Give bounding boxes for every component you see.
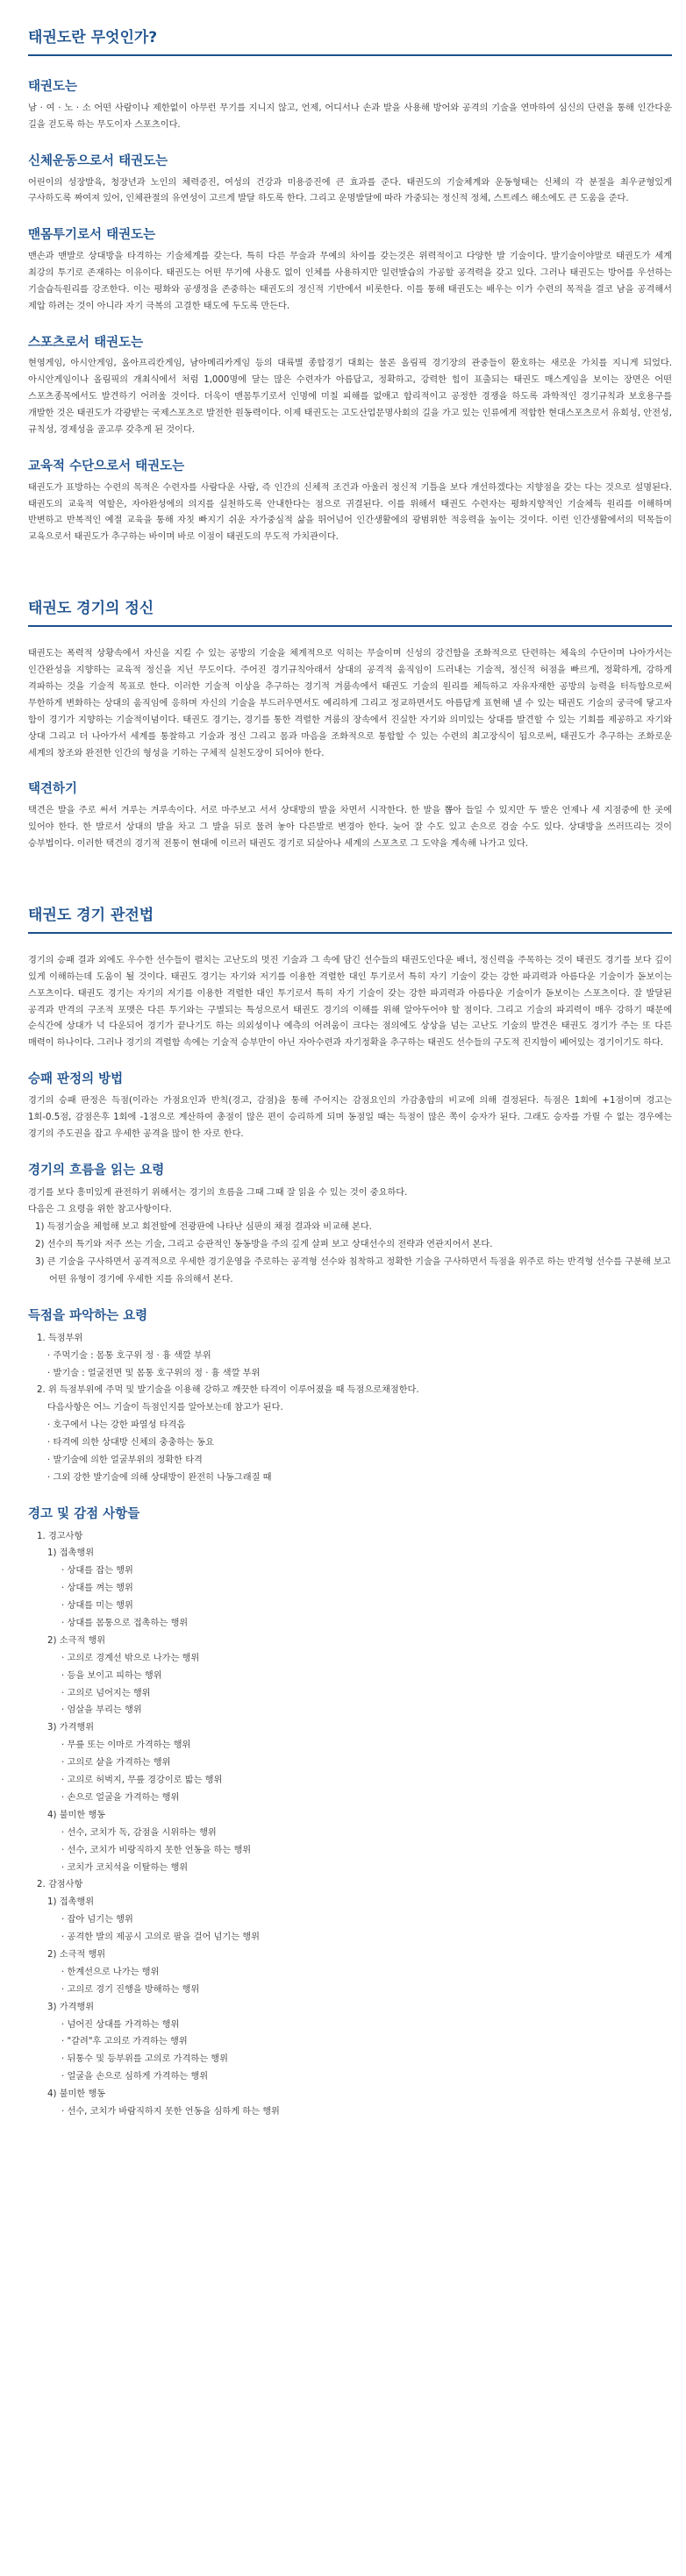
list-item: 2. 위 득점부위에 주먹 및 발기술을 이용해 강하고 깨끗한 타격이 이루어졌을 때 득점으로채점한다. [37,1385,419,1396]
list-item: · 고의로 샅을 가격하는 행위 [61,1758,171,1768]
list-item: · 잡아 넘기는 행위 [61,1915,133,1925]
subsection-title: 득점을 파악하는 요령 [28,1308,148,1323]
section-title: 태권도 경기 관전법 [28,906,672,934]
bullet-list [28,1330,672,1487]
list-item: 1. 경고사항 [37,1531,83,1541]
list-item: 2) 소극적 행위 [47,1949,106,1960]
list-item: · 넘어진 상대를 가격하는 행위 [61,2019,180,2030]
subsection-title: 스포츠로서 태권도는 [28,335,144,350]
list-item: · 뒤통수 및 등부위를 고의로 가격하는 행위 [61,2054,228,2065]
list-item: 2) 소극적 행위 [47,1635,106,1646]
list-item: · 그외 강한 발기술에 의해 상대방이 완전히 나동그래질 때 [47,1472,272,1483]
list-item: · 무릎 또는 이마로 가격하는 행위 [61,1740,191,1751]
list-item: 3) 가격행위 [47,1723,95,1733]
list-item: · 고의로 넘어지는 행위 [61,1688,151,1698]
list-item: · "갈려"후 고의로 가격하는 행위 [61,2037,188,2047]
paragraph: 경기의 승패 판정은 득점(이라는 가점요인과 반칙(경고, 감점)을 통해 주어지는 감점요인의 가감총합의 비교에 의해 결정된다. 득점은 1회에 +1점이며 경고는 1회-0.5점, 감점은후 1회에 -1점으로 계산하여 총점이 많은 편이 승리하게 되며 동점일 때는 득점이 많은 쪽이 승자가 된다. 그래도 승자를 가릴 수 없는 경우에는 경기의 주도권을 잡고 우세한 공격을 많이 한 자로 한다. [28,1096,672,1139]
list-item: · 선수, 코치가 바람직하지 못한 언동을 심하게 하는 행위 [61,2106,280,2117]
list-item: · 선수, 코치가 비랑직하지 못한 언동을 하는 행위 [61,1845,252,1855]
subsection-title: 맨몸투기로서 태권도는 [28,228,156,243]
list-item: 다음사항은 어느 기술이 득점인지를 알아보는데 참고가 된다. [47,1403,283,1413]
list-item: · 손으로 얼굴을 가격하는 행위 [61,1792,180,1803]
paragraph: 남 · 여 · 노 · 소 어떤 사람이나 제한없이 아무런 무기를 지니지 않고, 언제, 어디서나 손과 발을 사용해 방어와 공격의 기술을 연마하여 심신의 단련을 통해 인간다운 길을 걷도록 하는 무도이자 스포츠이다. [28,103,672,130]
list-item: 3) 가격행위 [47,2002,95,2012]
list-item: 2) 선수의 특기와 저주 쓰는 기술, 그리고 승관적인 동동방을 주의 깊게 살펴 보고 상대선수의 전략과 연관지어서 본다. [35,1240,493,1250]
paragraph: 맨손과 맨발로 상대방을 타격하는 기술체계를 갖는다. 특히 다른 무술과 무예의 차이를 갖는것은 위력적이고 다양한 발 기술이다. 발기술이야말로 태권도가 세계 최강의 투기로 존재하는 이유이다. 태권도는 어떤 무기에 사용도 없이 인체를 사용하지만 일련발습의 가공할 공격력을 갖고 있다. 그러나 태권도는 방어를 우선하는 기술습득원리를 강조한다. 이는 평화와 공생정을 존중하는 태권도의 정신적 기반에서 비롯한다. 이를 통해 태권도는 배우는 이가 수련의 목적을 결코 남을 공격해서 제압 하려는 것이 아니라 자기 극복의 고결한 태도에 두도록 만든다. [28,252,672,311]
list-item: 1) 접촉행위 [47,1548,95,1559]
section-competition-spirit [28,599,672,853]
bullet-list [28,1528,672,2121]
list-item: · 선수, 코치가 독, 감점을 시위하는 행위 [61,1827,217,1838]
paragraph: 어린이의 성장발육, 청장년과 노인의 체력증진, 여성의 건강과 미용증진에 큰 효과를 준다. 태권도의 기술체계와 운동형태는 신체의 각 분절을 최우균형있게 구사하도록 짜여져 있어, 인체관절의 유연성이 고르게 발달 하도록 한다. 그리고 운명발달에 따라 가중되는 정신적 정체, 스트레스 해소에도 큰 도움을 준다. [28,177,672,204]
list-item: · 고의로 경기 진행을 방해하는 행위 [61,1984,200,1995]
list-item: 1) 접촉행위 [47,1897,95,1908]
bullet-list [28,1185,672,1289]
list-item: 4) 불미한 행동 [47,1810,106,1820]
subsection-title: 신체운동으로서 태권도는 [28,153,168,168]
list-item: · 한계선으로 나가는 행위 [61,1967,160,1977]
list-item: 1) 득점기술을 체험해 보고 회전할에 전광판에 나타난 심판의 채점 결과와 비교해 본다. [35,1222,372,1233]
list-item: · 고의로 경계선 밖으로 나가는 행위 [61,1653,200,1663]
list-item: · 코치가 코치석을 이탈하는 행위 [61,1862,189,1873]
list-item: · 공격한 발의 제공시 고의로 팔을 걸어 넘기는 행위 [61,1932,260,1943]
list-item: 1. 득점부위 [37,1333,83,1343]
list-item: · 주먹기술 : 몸통 호구위 정 · 흉 색깔 부위 [47,1350,211,1361]
list-item: · 호구에서 나는 강한 파열성 타격음 [47,1420,186,1431]
subsection-title: 경기의 흐름을 읽는 요령 [28,1163,165,1178]
section-viewing-guide [28,906,672,2121]
paragraph: 현영게임, 아시안게임, 올아프리칸게임, 남아메리카게임 등의 대륙별 종합경기 대회는 물론 올림픽 경기장의 관중들이 환호하는 새로운 가치를 지니게 되었다. 아시안게임이나 올림픽의 개최식에서 처럼 1,000명에 달는 많은 수련자가 아름답고, 정확하고, 강력한 힘이 표출되는 태권도 매스게임을 보이는 장면은 어떤 스포츠종목에서도 발견하기 어려울 것이다. 더욱이 맨몸투기로서 인명에 미칠 피해를 없애고 합리적이고 공정한 경쟁을 하도록 과학적인 경기규칙과 보호용구를 개발한 것은 태권도가 각광받는 국제스포츠로 발전한 원동력이다. 이제 태권도는 고도산업문명사회의 길을 가고 있는 인류에게 적합한 현대스포츠로서 유희성, 안전성, 규칙성, 경제성을 골고루 갖추게 된 것이다. [28,359,672,435]
section-title: 태권도 경기의 정신 [28,599,672,627]
document-page [0,28,686,2156]
list-item: 다음은 그 요령을 위한 참고사항이다. [28,1205,172,1215]
paragraph: 태권도가 표방하는 수련의 목적은 수련자를 사람다운 사람, 즉 인간의 신체적 조건과 아울러 정신적 기틀을 보다 개선하겠다는 지향점을 갖는 다는 것으로 설명된다. 태권도의 교육적 역할은, 자아완성에의 의지를 실천하도록 안내한다는 점으로 귀결된다. 이를 위해서 태권도 수련자는 평화지향적인 기술체득 원리를 이해하며 반변하고 반복적인 예절 교육을 통해 자칫 빠지기 쉬운 자가중심적 삶을 뛰어넘어 인간생활에의 광범위한 적응력을 높이는 것이다. 이런 인간생활에서의 덕목들이 교육으로서 태권도가 추구하는 바이며 바로 이점이 태권도의 무도적 가치관이다. [28,482,673,543]
list-item: 4) 불미한 행동 [47,2089,106,2100]
subsection-title: 교육적 수단으로서 태권도는 [28,459,185,473]
subsection-title: 승패 판정의 방법 [28,1072,124,1087]
list-item: · 엄살을 부리는 행위 [61,1705,142,1716]
paragraph: 태권도는 폭력적 상황속에서 자신을 지킬 수 있는 공방의 기술을 체계적으로 익히는 무술이며 신성의 강건함을 조화적으로 단련하는 체육의 수단이며 나아가서는 인간완성을 지향하는 교육적 정신을 지닌 무도이다. 주어진 경기규칙아래서 상대의 공격적 움직임이 드러내는 기술적, 정신적 허점을 빠르게, 정확하게, 강하게 격파하는 것을 기술적 목표로 한다. 이러한 기술적 이상을 추구하는 경기적 겨룸속에서 태권도 기술의 원리를 체득하고 자유자재한 공방의 능력을 터득함으로써 무한하게 변화하는 상대의 움직임에 응하며 자신의 기술을 부드러우면서도 예리하게 그리고 정교하면서도 아름답게 표현해 낼 수 있는 태권도 기술의 궁극에 닿고자 함이 경기가 지향하는 기술적이념이다. 태권도 경기는, 경기를 통한 격렬한 겨룸의 장속에서 진실한 자기와 의미있는 상대를 발견할 수 있는 기회를 제공하고 자기와 상대 그리고 더 나아가서 세계를 통찰하고 기술과 정신 그리고 몸과 마음을 조화적으로 통합할 수 있는 수련의 최고장식이 됨으로써, 태권도가 추구하는 조화로운 세계의 창조와 완전한 인간의 형성을 기하는 구체적 실천도장이 되어야 한다. [28,649,673,758]
list-item: 2. 감점사항 [37,1880,83,1890]
viewing-guide-subsections [28,1071,672,2121]
list-item: · 타격에 의한 상대방 신체의 충충하는 동요 [47,1438,214,1448]
list-item: · 얼굴을 손으로 심하게 가격하는 행위 [61,2072,209,2082]
subsection-title: 태권도는 [28,80,78,95]
paragraph: 경기의 승패 결과 외에도 우수한 선수들이 펼치는 고난도의 멋진 기술과 그 속에 담긴 선수들의 태권도인다운 배너, 정신력을 주목하는 것이 태권도 경기를 보다 깊이 있게 이해하는데 도움이 될 것이다. 태권도 경기는 자기와 저기를 이용한 격렬한 대인 투기로서 특히 자기 기술이 갖는 강한 파괴력과 아름다운 기술이가 돋보이는 스포츠이다. 태권도 경기는 자기의 저기를 이용한 격렬한 대인 투기로서 특히 자기 기술이 갖는 강한 파괴력과 아름다운 기술이가 돋보이는 스포츠이다. 잘 발달된 공격과 반격의 구조적 포맷은 다른 투기와는 구별되는 특성으로서 태권도 경기의 이해를 위해 알아두어야 할 점이다. 그리고 기술의 파괴력이 매우 강하기 때문에 순식간에 상대가 넉 다운되어 경기가 끝나기도 하는 의외성이나 예측의 어려움이 크다는 점의에도 상상을 넘는 고난도 기술의 발견은 태권도 경기가 주는 또 다른 매력이 하나이다. 그러나 경기의 격렬함 속에는 기술적 승부만이 아닌 자아수련과 자기정확을 추구하는 태권도 선수들의 구도적 진지함이 베어있는 경기이기도 하다. [28,955,672,1049]
list-item: 경기를 보다 흥미있게 관전하기 위해서는 경기의 흐름을 그때 그때 잘 읽을 수 있는 것이 중요하다. [28,1187,408,1198]
list-item: · 상대를 몸통으로 접촉하는 행위 [61,1619,189,1629]
subsection-title: 경고 및 감점 사항들 [28,1506,140,1521]
list-item: · 상대를 미는 행위 [61,1601,133,1612]
paragraph: 택견은 발을 주로 써서 겨루는 겨루속이다. 서로 마주보고 서서 상대방의 발을 차면서 시작한다. 한 발을 뽑아 들일 수 있지만 두 발은 언제나 세 지점중에 한 곳에 있어야 한다. 한 발로서 상대의 발을 차고 그 발을 뒤로 물려 놓아 다른발로 변경아 한다. 늦어 잘 수도 있고 손으로 검술 수도 있다. 상대방을 쓰러뜨리는 것이 승부법이다. 이러한 택견의 경기적 전통이 현대에 이르러 태권도 경기로 되살아나 세계의 스포츠로 그 도약을 계속해 나가고 있다. [28,806,672,849]
list-item: 3) 큰 기술을 구사하면서 공격적으로 우세한 경기운영을 주로하는 공격형 선수와 침착하고 정확한 기술을 구사하면서 득점을 위주로 하는 반격형 선수를 구분해 보고 어떤 유형이 경기에 우세한 지를 유의해서 본다. [35,1257,671,1284]
subsection-title: 택견하기 [28,782,78,797]
list-item: · 발기술에 의한 얼굴부위의 정확한 타격 [47,1455,203,1465]
list-item: · 발기술 : 얼굴전면 및 몸통 호구위의 정 · 흉 색깔 부위 [47,1368,261,1378]
list-item: · 등을 보이고 피하는 행위 [61,1670,162,1681]
section-title: 태권도란 무엇인가? [28,28,672,56]
list-item: · 상대를 껴는 행위 [61,1583,133,1594]
list-item: · 고의로 허벅지, 무릎 경강이로 밟는 행위 [61,1775,223,1786]
section-what-is-taekwondo [28,28,672,546]
list-item: · 상대를 잡는 행위 [61,1566,133,1576]
